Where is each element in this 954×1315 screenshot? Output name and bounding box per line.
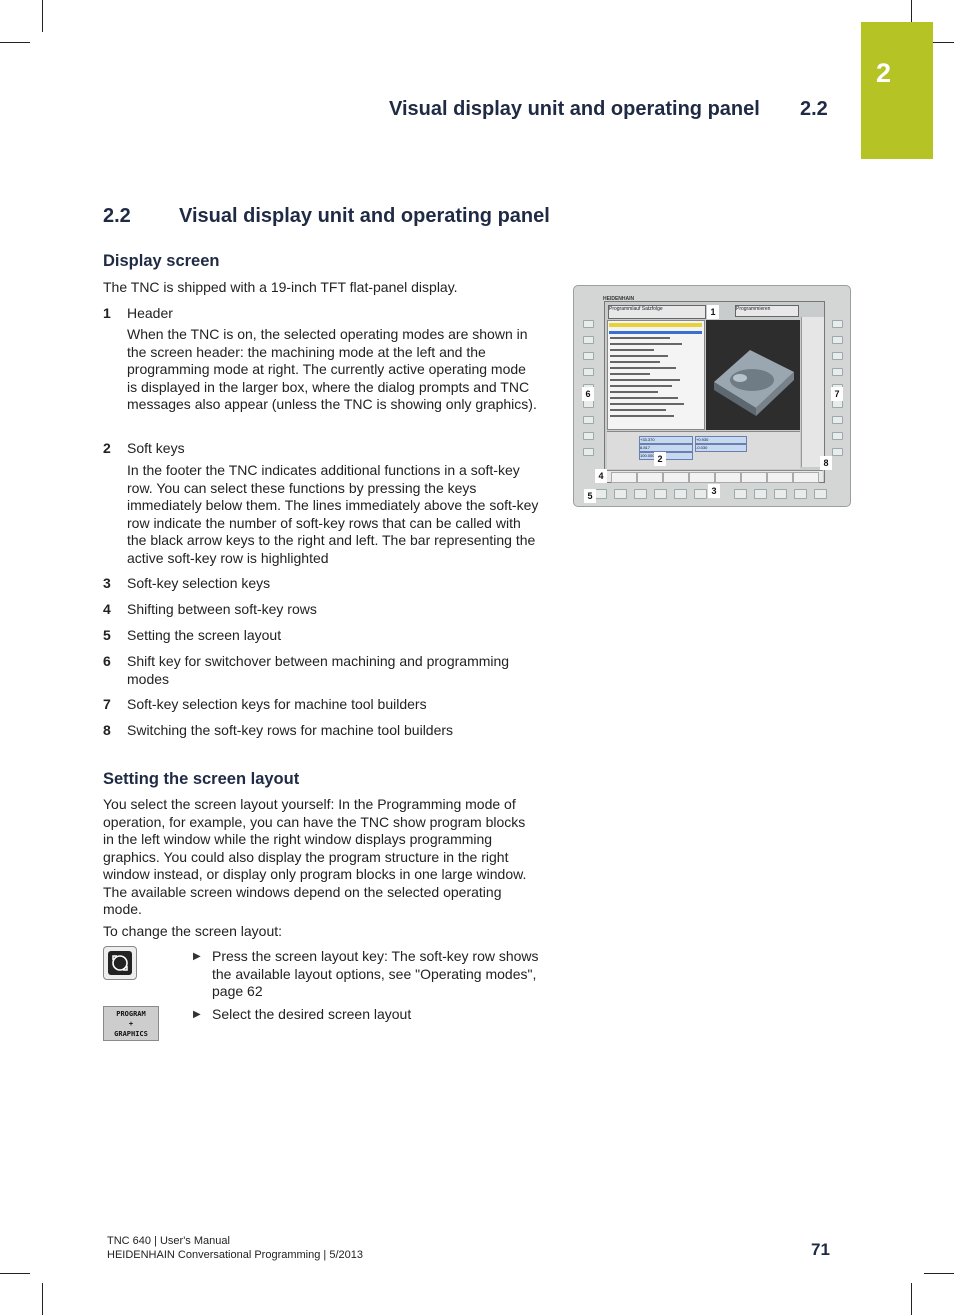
side-key[interactable] — [583, 320, 594, 328]
callout-label: 1 — [707, 305, 719, 319]
crop-mark — [42, 1283, 43, 1315]
crop-mark — [42, 0, 43, 32]
item-number: 7 — [103, 696, 111, 712]
position-value: 100.000 — [639, 452, 693, 460]
callout-label: 3 — [708, 484, 720, 498]
callout-label: 5 — [584, 489, 596, 503]
bullet-triangle-icon: ▶ — [193, 951, 201, 962]
softkey[interactable] — [637, 472, 663, 483]
running-head-title: Visual display unit and operating panel — [389, 98, 760, 120]
program-line — [610, 409, 666, 411]
item-label: Soft-key selection keys for machine tool builders — [127, 696, 427, 712]
screen-layout-key[interactable] — [103, 946, 137, 980]
item-number: 2 — [103, 440, 111, 456]
bottom-key[interactable] — [754, 489, 767, 499]
softkey-line: PROGRAM — [116, 1009, 146, 1018]
item-number: 1 — [103, 305, 111, 321]
softkey[interactable] — [611, 472, 637, 483]
program-line — [610, 337, 670, 339]
screen-layout-body: You select the screen layout yourself: In the Programming mode of operation, for example, you can have the TNC show program blocks in the left window while the right window displays programming graphics. You could also display the program structure in the right window instead, or display only program blocks in one large window. The available screen windows depend on the selected operating mode. — [103, 796, 527, 917]
side-key[interactable] — [832, 368, 843, 376]
active-block-highlight — [609, 323, 702, 327]
bottom-key[interactable] — [634, 489, 647, 499]
crop-mark — [0, 1273, 30, 1274]
bottom-key[interactable] — [734, 489, 747, 499]
program-graphics-softkey[interactable] — [103, 1006, 159, 1041]
to-change-text: To change the screen layout: — [103, 923, 283, 939]
item-label: Shift key for switchover between machining and programming modes — [127, 653, 510, 687]
softkey[interactable] — [689, 472, 715, 483]
softkey-line: GRAPHICS — [114, 1029, 148, 1038]
bottom-key[interactable] — [694, 489, 707, 499]
position-value: +0.930 — [695, 436, 747, 444]
side-key[interactable] — [583, 432, 594, 440]
screen-layout-icon — [107, 950, 133, 976]
item-description: When the TNC is on, the selected operating modes are shown in the screen header: the machining mode at the left and the programming mode at right. The currently active operating mode is displayed in the larger box, where the dialog prompts and TNC messages also appear (unless the TNC is showing only graphics). — [127, 326, 537, 412]
program-line — [610, 349, 654, 351]
program-line — [610, 379, 680, 381]
step-text: Press the screen layout key: The soft-key row shows the available layout options, see "Operating modes", page 62 — [212, 948, 539, 999]
tnc-device-figure — [573, 285, 851, 507]
screen-layout-heading: Setting the screen layout — [103, 770, 300, 788]
programming-mode-label: Programmieren — [736, 306, 771, 312]
side-key[interactable] — [583, 400, 594, 408]
softkey[interactable] — [741, 472, 767, 483]
item-number: 5 — [103, 627, 111, 643]
side-key[interactable] — [832, 400, 843, 408]
item-description: In the footer the TNC indicates additional functions in a soft-key row. You can select these functions by pressing the keys immediately below them. The lines immediately above the soft-key row indicate the number of soft-key rows that can be called with the black arrow keys to the right and left. The bar representing the active soft-key row is highlighted — [127, 462, 539, 566]
bottom-key[interactable] — [814, 489, 827, 499]
side-key[interactable] — [583, 416, 594, 424]
side-key[interactable] — [832, 320, 843, 328]
tnc-screen — [604, 301, 825, 483]
item-number: 3 — [103, 575, 111, 591]
section-title: Visual display unit and operating panel — [179, 205, 550, 227]
running-head-number: 2.2 — [800, 98, 828, 120]
machining-mode-header — [608, 305, 706, 319]
callout-label: 7 — [831, 387, 843, 401]
screen-right-strip — [801, 317, 824, 467]
item-label: Switching the soft-key rows for machine tool builders — [127, 722, 454, 738]
program-line — [610, 397, 678, 399]
crop-mark — [0, 42, 30, 43]
side-key[interactable] — [832, 352, 843, 360]
bullet-triangle-icon: ▶ — [193, 1009, 201, 1020]
side-key[interactable] — [583, 352, 594, 360]
softkey[interactable] — [715, 472, 741, 483]
position-value: 8.817 — [639, 444, 693, 452]
callout-label: 8 — [820, 456, 832, 470]
running-head — [389, 98, 849, 121]
bottom-key[interactable] — [774, 489, 787, 499]
softkey-line: + — [128, 1019, 134, 1028]
crop-mark — [924, 1273, 954, 1274]
softkey[interactable] — [663, 472, 689, 483]
side-key[interactable] — [583, 368, 594, 376]
page-number: 71 — [811, 1240, 830, 1259]
crop-mark — [911, 0, 912, 22]
programming-mode-header — [735, 305, 799, 317]
side-key[interactable] — [583, 336, 594, 344]
bottom-key[interactable] — [794, 489, 807, 499]
program-line — [610, 391, 658, 393]
chapter-tab — [861, 22, 933, 159]
side-key[interactable] — [832, 336, 843, 344]
bottom-key[interactable] — [614, 489, 627, 499]
softkey-row — [607, 470, 823, 482]
position-value: -0.030 — [695, 444, 747, 452]
item-number: 6 — [103, 653, 111, 669]
program-line — [610, 367, 676, 369]
softkey[interactable] — [793, 472, 819, 483]
item-label: Soft-key selection keys — [127, 575, 271, 591]
section-heading — [103, 205, 550, 228]
side-key[interactable] — [583, 448, 594, 456]
side-key[interactable] — [832, 416, 843, 424]
status-display — [607, 431, 800, 469]
item-number: 4 — [103, 601, 111, 617]
callout-label: 6 — [582, 387, 594, 401]
item-label: Header — [127, 305, 173, 321]
program-line — [610, 343, 682, 345]
side-key[interactable] — [832, 448, 843, 456]
program-line — [610, 355, 668, 357]
cursor-block-highlight — [609, 331, 702, 334]
display-screen-intro: The TNC is shipped with a 19-inch TFT flat-panel display. — [103, 279, 458, 295]
program-blocks-window — [607, 320, 705, 430]
program-line — [610, 361, 660, 363]
position-value: +33.370 — [639, 436, 693, 444]
softkey[interactable] — [767, 472, 793, 483]
crop-mark — [911, 1283, 912, 1315]
program-line — [610, 403, 684, 405]
programming-graphics-window — [706, 320, 800, 430]
side-key[interactable] — [832, 432, 843, 440]
program-line — [610, 373, 650, 375]
machining-mode-label: Programmlauf Satzfolge — [609, 306, 663, 312]
callout-label: 2 — [654, 452, 666, 466]
footer-line: HEIDENHAIN Conversational Programming | 5/2013 — [107, 1249, 363, 1261]
item-label: Setting the screen layout — [127, 627, 282, 643]
item-label: Soft keys — [127, 440, 185, 456]
workpiece-graphic — [706, 320, 800, 430]
program-line — [610, 415, 674, 417]
program-line — [610, 385, 672, 387]
chapter-number: 2 — [876, 58, 892, 88]
section-number: 2.2 — [103, 205, 131, 227]
step-text: Select the desired screen layout — [212, 1006, 412, 1022]
item-label: Shifting between soft-key rows — [127, 601, 317, 617]
bottom-key[interactable] — [654, 489, 667, 499]
item-number: 8 — [103, 722, 111, 738]
page-footer — [107, 1234, 363, 1262]
bottom-key[interactable] — [674, 489, 687, 499]
footer-line: TNC 640 | User's Manual — [107, 1235, 230, 1247]
display-screen-heading: Display screen — [103, 252, 220, 270]
brand-logo: HEIDENHAIN — [603, 296, 635, 302]
callout-label: 4 — [595, 469, 607, 483]
